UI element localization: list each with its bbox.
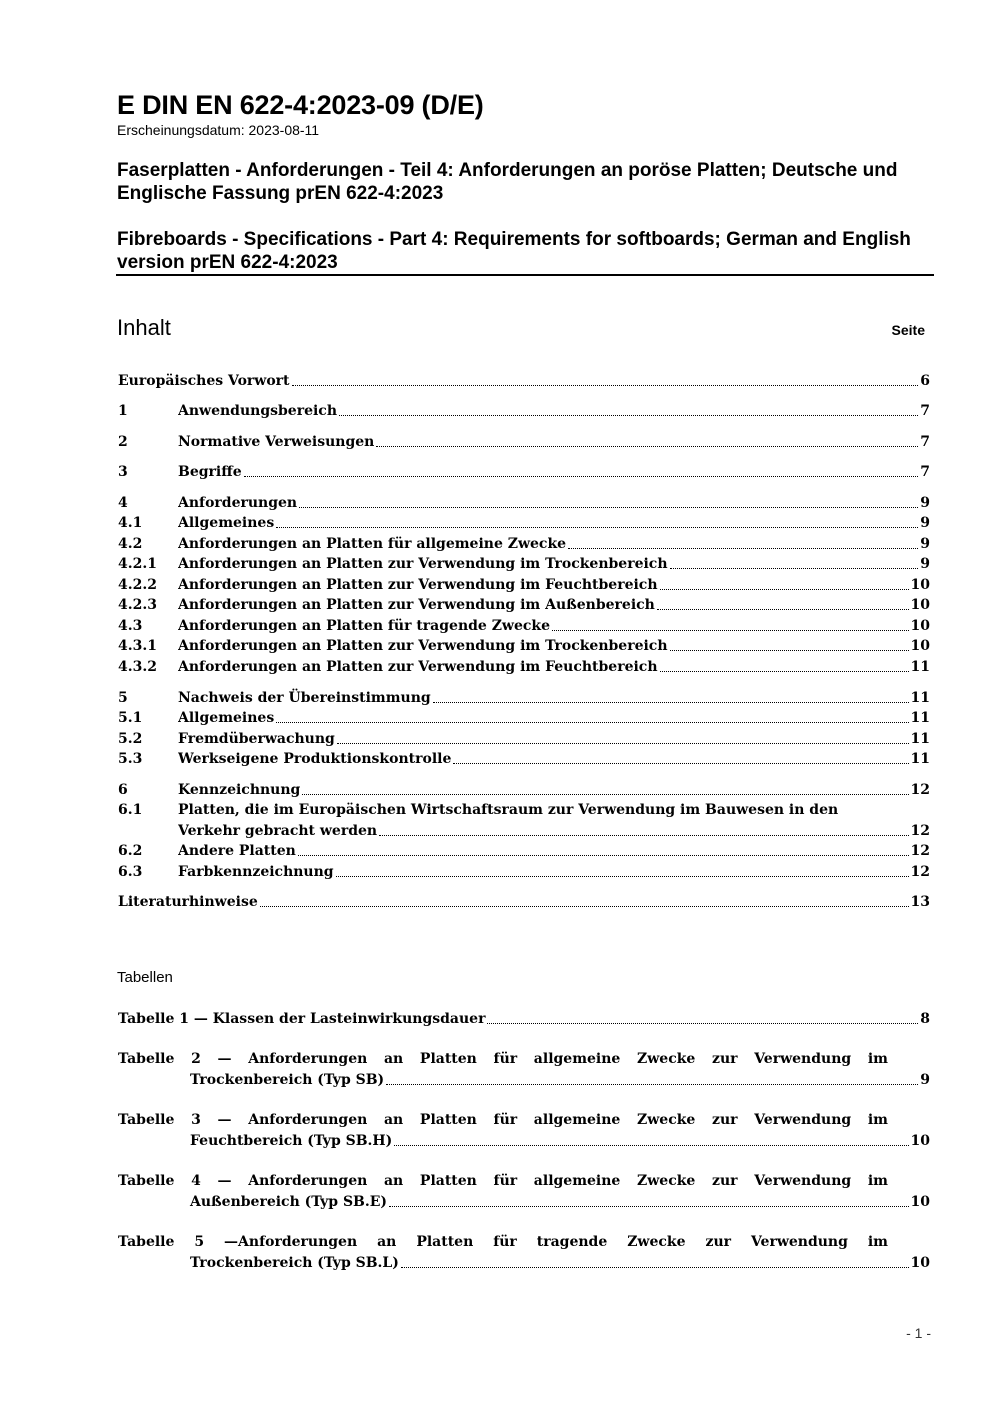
- toc-entry-number: 4.2: [118, 536, 143, 552]
- toc-entry-bibliography[interactable]: [118, 892, 930, 912]
- document-code: E DIN EN 622-4:2023-09 (D/E): [117, 90, 484, 120]
- toc-entry-1[interactable]: [118, 401, 930, 421]
- toc-entry-number: 4.3: [118, 618, 143, 634]
- toc-entry-label: Normative Verweisungen: [178, 434, 375, 450]
- toc-entry-label: Literaturhinweise: [118, 894, 258, 910]
- table-entry-label: Außenbereich (Typ SB.E): [190, 1194, 388, 1210]
- toc-entry-label: Anforderungen an Platten zur Verwendung im Trockenbereich: [178, 556, 668, 572]
- toc-entry-6-3[interactable]: [118, 862, 930, 882]
- toc-leader-dots: [379, 835, 908, 836]
- toc-entry-label: Anforderungen an Platten zur Verwendung im Feuchtbereich: [178, 659, 658, 675]
- table-entry-page: 8: [920, 1011, 930, 1027]
- toc-leader-dots: [299, 507, 918, 508]
- toc-entry-page: 11: [910, 751, 930, 767]
- toc-leader-dots: [487, 1023, 918, 1024]
- table-entry-3[interactable]: Tabelle 3 — Anforderungen an Platten für allgemeine Zwecke zur Verwendung im: [118, 1112, 888, 1128]
- toc-entry-label: Andere Platten: [178, 843, 296, 859]
- toc-entry-page: 10: [910, 597, 930, 613]
- table-entry-2-continuation[interactable]: [190, 1070, 930, 1090]
- toc-leader-dots: [376, 446, 918, 447]
- toc-entry-number: 4.2.3: [118, 597, 157, 613]
- toc-entry-page: 11: [910, 659, 930, 675]
- toc-leader-dots: [552, 630, 909, 631]
- toc-entry-label: Fremdüberwachung: [178, 731, 335, 747]
- table-entry-4[interactable]: Tabelle 4 — Anforderungen an Platten für allgemeine Zwecke zur Verwendung im: [118, 1173, 888, 1189]
- toc-entry-5-3[interactable]: [118, 749, 930, 769]
- toc-entry-4-2-1[interactable]: [118, 554, 930, 574]
- toc-entry-page: 12: [910, 823, 930, 839]
- toc-entry-5-1[interactable]: [118, 708, 930, 728]
- toc-entry-page: 7: [920, 434, 930, 450]
- toc-entry-4-2-3[interactable]: [118, 595, 930, 615]
- toc-entry-4-1[interactable]: [118, 513, 930, 533]
- toc-entry-number: 5: [118, 690, 128, 706]
- toc-leader-dots: [292, 385, 919, 386]
- toc-entry-number: 4: [118, 495, 128, 511]
- toc-leader-dots: [433, 702, 909, 703]
- toc-entry-label: Anwendungsbereich: [178, 403, 337, 419]
- toc-entry-number: 1: [118, 403, 128, 419]
- toc-leader-dots: [670, 650, 909, 651]
- toc-leader-dots: [389, 1206, 908, 1207]
- toc-entry-label: Anforderungen an Platten für tragende Zwecke: [178, 618, 551, 634]
- toc-leader-dots: [401, 1267, 909, 1268]
- toc-page-column-label: Seite: [891, 322, 925, 338]
- toc-entry-label: Anforderungen an Platten zur Verwendung im Feuchtbereich: [178, 577, 658, 593]
- toc-entry-4-3-2[interactable]: [118, 657, 930, 677]
- toc-entry-4[interactable]: [118, 493, 930, 513]
- table-entry-5-continuation[interactable]: [190, 1253, 930, 1273]
- publication-date: Erscheinungsdatum: 2023-08-11: [117, 122, 320, 138]
- toc-leader-dots: [386, 1084, 918, 1085]
- table-entry-2[interactable]: Tabelle 2 — Anforderungen an Platten für allgemeine Zwecke zur Verwendung im: [118, 1051, 888, 1067]
- toc-entry-label: Platten, die im Europäischen Wirtschaftsraum zur Verwendung im Bauwesen in den: [178, 802, 839, 818]
- toc-leader-dots: [260, 906, 909, 907]
- toc-entry-foreword[interactable]: [118, 371, 930, 391]
- table-entry-5[interactable]: Tabelle 5 —Anforderungen an Platten für tragende Zwecke zur Verwendung im: [118, 1234, 888, 1250]
- toc-entry-label: Verkehr gebracht werden: [178, 823, 378, 839]
- toc-entry-page: 9: [920, 536, 930, 552]
- toc-entry-page: 12: [910, 782, 930, 798]
- toc-entry-label: Werkseigene Produktionskontrolle: [178, 751, 452, 767]
- toc-heading: Inhalt: [117, 315, 171, 340]
- table-entry-3-continuation[interactable]: [190, 1131, 930, 1151]
- toc-entry-page: 7: [920, 464, 930, 480]
- table-entry-page: 9: [920, 1072, 930, 1088]
- toc-entry-page: 10: [910, 638, 930, 654]
- toc-entry-label: Allgemeines: [178, 710, 275, 726]
- toc-entry-label: Anforderungen an Platten zur Verwendung im Trockenbereich: [178, 638, 668, 654]
- table-entry-1[interactable]: [118, 1009, 930, 1029]
- toc-leader-dots: [337, 743, 909, 744]
- toc-leader-dots: [302, 794, 908, 795]
- toc-entry-label: Allgemeines: [178, 515, 275, 531]
- toc-entry-page: 11: [910, 710, 930, 726]
- toc-entry-page: 10: [910, 618, 930, 634]
- toc-entry-4-2[interactable]: [118, 534, 930, 554]
- toc-entry-6-2[interactable]: [118, 841, 930, 861]
- toc-entry-5-2[interactable]: [118, 729, 930, 749]
- toc-entry-page: 12: [910, 843, 930, 859]
- toc-entry-label: Nachweis der Übereinstimmung: [178, 690, 431, 706]
- toc-leader-dots: [394, 1145, 908, 1146]
- toc-entry-page: 6: [920, 373, 930, 389]
- toc-leader-dots: [336, 876, 909, 877]
- toc-entry-number: 5.2: [118, 731, 143, 747]
- toc-leader-dots: [670, 568, 919, 569]
- table-entry-label: Trockenbereich (Typ SB.L): [190, 1255, 399, 1271]
- toc-entry-number: 2: [118, 434, 128, 450]
- title-german: Faserplatten - Anforderungen - Teil 4: Anforderungen an poröse Platten; Deutsche und Englische Fassung prEN 622-4:2023: [117, 160, 898, 204]
- toc-entry-page: 13: [910, 894, 930, 910]
- toc-entry-page: 9: [920, 515, 930, 531]
- toc-entry-page: 10: [910, 577, 930, 593]
- toc-leader-dots: [339, 415, 918, 416]
- toc-entry-label: Anforderungen an Platten zur Verwendung im Außenbereich: [178, 597, 655, 613]
- toc-entry-page: 12: [910, 864, 930, 880]
- toc-entry-number: 6: [118, 782, 128, 798]
- toc-entry-page: 9: [920, 556, 930, 572]
- toc-entry-page: 11: [910, 731, 930, 747]
- title-english: Fibreboards - Specifications - Part 4: Requirements for softboards; German and English version prEN 622-4:2023: [117, 229, 911, 273]
- toc-entry-number: 5.1: [118, 710, 143, 726]
- table-entry-page: 10: [910, 1255, 930, 1271]
- toc-leader-dots: [244, 476, 919, 477]
- toc-entry-6[interactable]: [118, 780, 930, 800]
- toc-entry-page: 11: [910, 690, 930, 706]
- toc-entry-label: Anforderungen: [178, 495, 298, 511]
- toc-entry-label: Europäisches Vorwort: [118, 373, 290, 389]
- toc-leader-dots: [453, 763, 908, 764]
- table-entry-label: Trockenbereich (Typ SB): [190, 1072, 385, 1088]
- toc-entry-number: 4.2.1: [118, 556, 157, 572]
- toc-entry-page: 7: [920, 403, 930, 419]
- toc-entry-6-1[interactable]: [118, 800, 930, 820]
- toc-entry-6-1-continuation[interactable]: [178, 821, 930, 841]
- toc-leader-dots: [660, 589, 909, 590]
- toc-entry-label: Anforderungen an Platten für allgemeine Zwecke: [178, 536, 567, 552]
- toc-entry-number: 6.2: [118, 843, 143, 859]
- header-divider: [116, 274, 934, 276]
- toc-entry-4-3[interactable]: [118, 616, 930, 636]
- toc-entry-number: 4.2.2: [118, 577, 157, 593]
- toc-entry-2[interactable]: [118, 432, 930, 452]
- toc-entry-3[interactable]: [118, 462, 930, 482]
- table-entry-4-continuation[interactable]: [190, 1192, 930, 1212]
- toc-entry-number: 3: [118, 464, 128, 480]
- toc-entry-4-2-2[interactable]: [118, 575, 930, 595]
- toc-entry-number: 4.1: [118, 515, 143, 531]
- toc-leader-dots: [660, 671, 909, 672]
- table-entry-label: Feuchtbereich (Typ SB.H): [190, 1133, 393, 1149]
- toc-entry-page: 9: [920, 495, 930, 511]
- toc-entry-4-3-1[interactable]: [118, 636, 930, 656]
- table-entry-label: Tabelle 1 — Klassen der Lasteinwirkungsdauer: [118, 1011, 486, 1027]
- page-number: - 1 -: [906, 1325, 931, 1341]
- toc-entry-label: Kennzeichnung: [178, 782, 301, 798]
- toc-entry-5[interactable]: [118, 688, 930, 708]
- table-entry-page: 10: [910, 1133, 930, 1149]
- toc-leader-dots: [276, 527, 918, 528]
- toc-entry-number: 4.3.1: [118, 638, 157, 654]
- toc-entry-label: Begriffe: [178, 464, 242, 480]
- toc-entry-label: Farbkennzeichnung: [178, 864, 334, 880]
- tables-heading: Tabellen: [117, 969, 173, 986]
- toc-leader-dots: [568, 548, 918, 549]
- toc-entry-number: 6.3: [118, 864, 143, 880]
- toc-entry-number: 4.3.2: [118, 659, 157, 675]
- table-entry-page: 10: [910, 1194, 930, 1210]
- toc-leader-dots: [657, 609, 909, 610]
- toc-leader-dots: [298, 855, 909, 856]
- toc-entry-number: 6.1: [118, 802, 143, 818]
- toc-entry-number: 5.3: [118, 751, 143, 767]
- toc-leader-dots: [276, 722, 908, 723]
